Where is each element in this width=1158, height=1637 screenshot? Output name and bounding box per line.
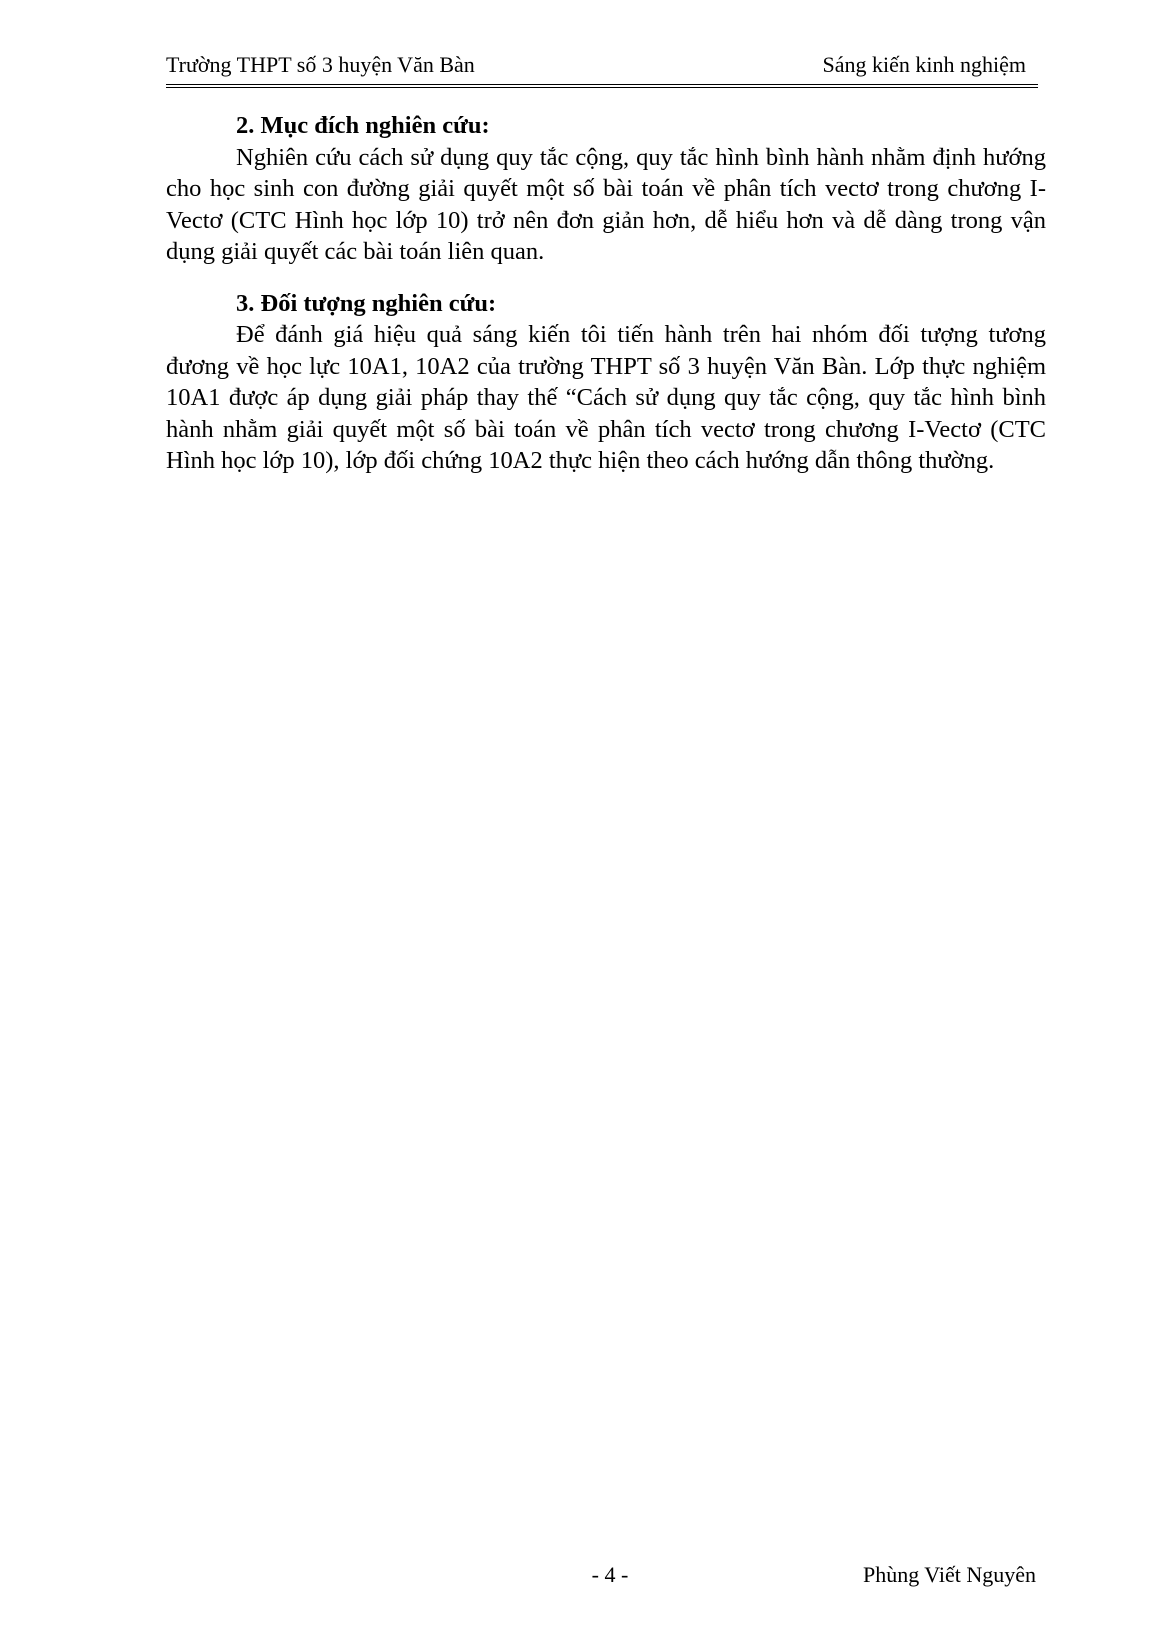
page-number: - 4 - bbox=[591, 1562, 629, 1587]
section-paragraph: Để đánh giá hiệu quả sáng kiến tôi tiến hành trên hai nhóm đối tượng tương đương về học lực 10A1, 10A2 của trường THPT số 3 huyện Văn Bàn. Lớp thực nghiệm 10A1 được áp dụng giải pháp thay thế “Cách sử dụng quy tắc cộng, quy tắc hình bình hành nhằm giải quyết một số bài toán về phân tích vectơ trong chương I-Vectơ (CTC Hình học lớp 10), lớp đối chứng 10A2 thực hiện theo cách hướng dẫn thông thường. bbox=[166, 321, 1046, 474]
footer-author: Phùng Viết Nguyên bbox=[862, 1562, 1036, 1587]
section-heading: 2. Mục đích nghiên cứu: bbox=[236, 112, 490, 139]
header-divider bbox=[166, 84, 1038, 88]
section-heading: 3. Đối tượng nghiên cứu: bbox=[236, 289, 497, 317]
section-paragraph: Nghiên cứu cách sử dụng quy tắc cộng, quy tắc hình bình hành nhằm định hướng cho học sinh con đường giải quyết một số bài toán về phân tích vectơ trong chương I-Vectơ (CTC Hình học lớp 10) trở nên đơn giản hơn, dễ hiểu hơn và dễ dàng trong vận dụng giải quyết các bài toán liên quan. bbox=[166, 143, 1046, 265]
header-document-type: Sáng kiến kinh nghiệm bbox=[822, 52, 1026, 77]
document-body bbox=[166, 110, 1046, 477]
page-header bbox=[166, 52, 1038, 82]
section-subjects bbox=[166, 288, 1046, 477]
section-purpose bbox=[166, 110, 1046, 268]
section-spacer bbox=[166, 268, 1046, 288]
header-school-name: Trường THPT số 3 huyện Văn Bàn bbox=[166, 52, 475, 77]
